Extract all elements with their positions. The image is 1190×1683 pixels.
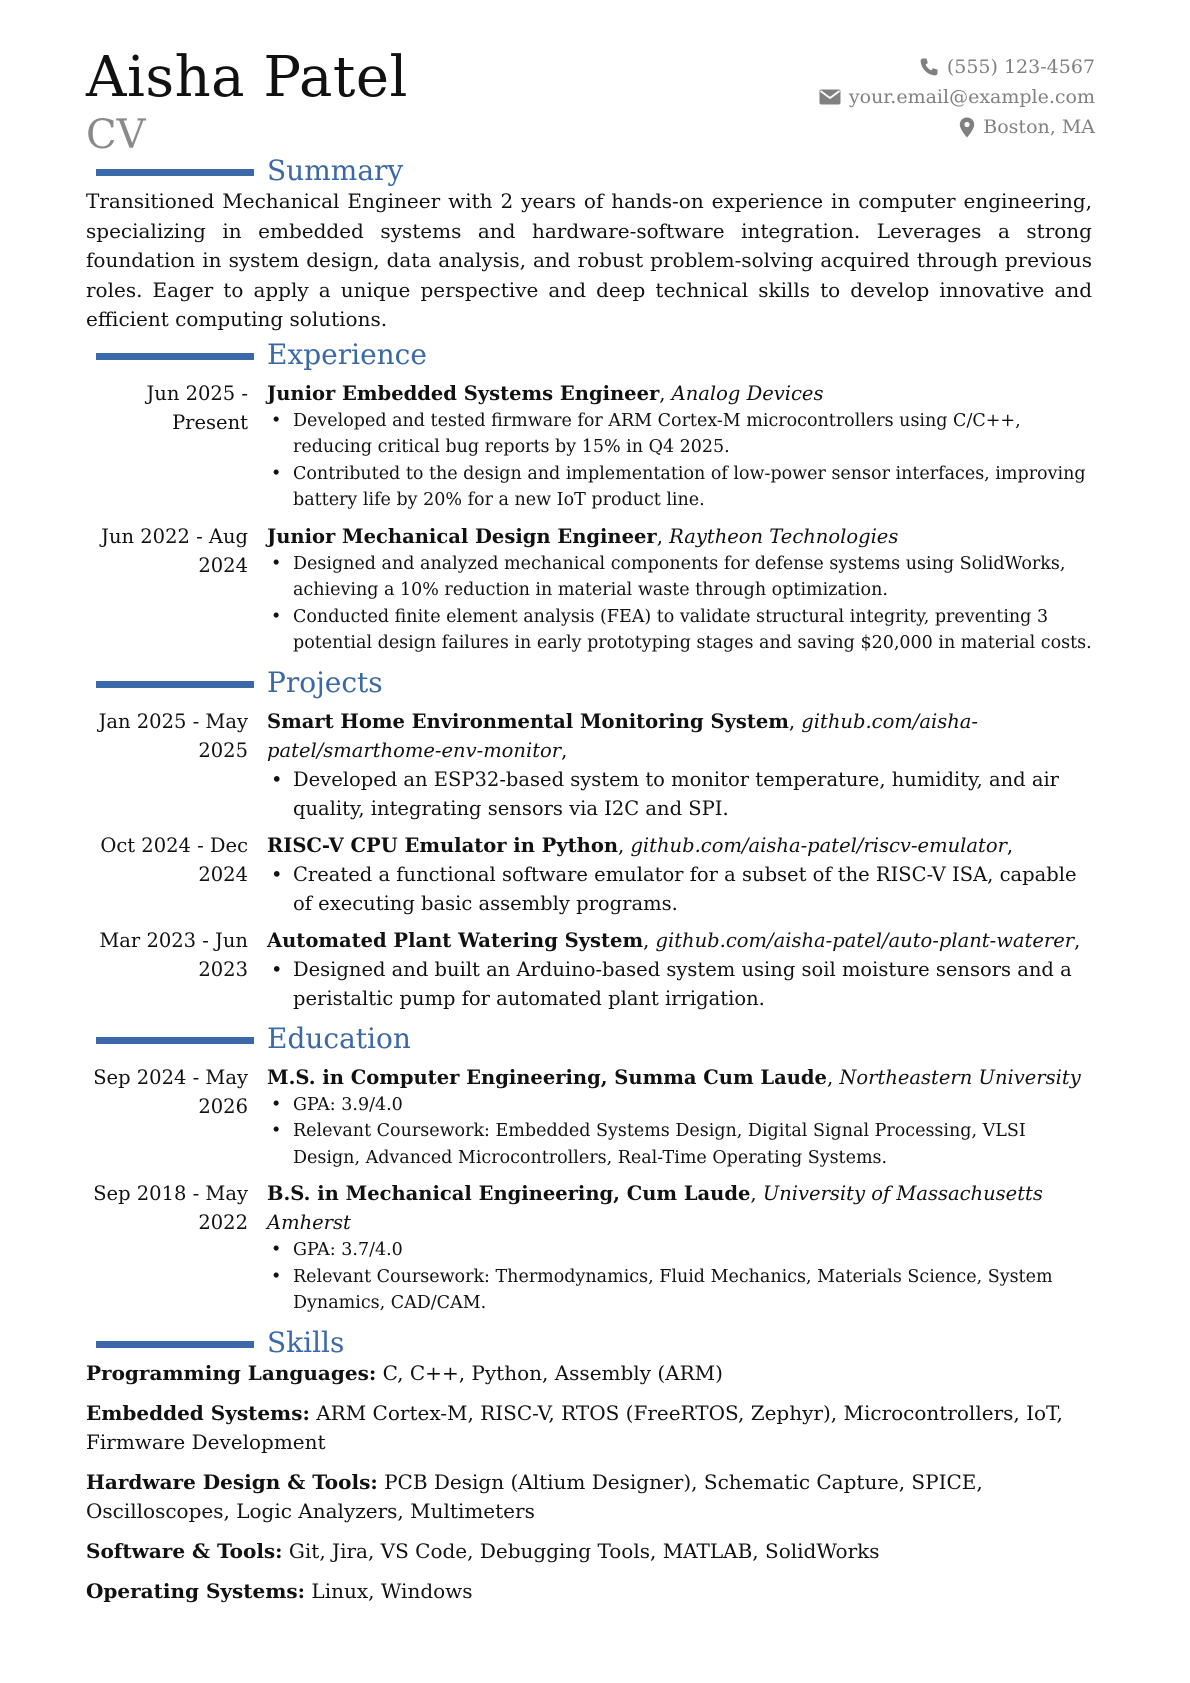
project-link[interactable]: github.com/aisha-patel/riscv-emulator <box>630 833 1007 857</box>
list-item: • Designed and built an Arduino-based system using soil moisture sensors and a peristaltic pump for automated plant irrigation. <box>293 955 1092 1013</box>
summary-text: Transitioned Mechanical Engineer with 2 years of hands-on experience in computer engineering, specializing in embedded systems and hardware-software integration. Leverages a strong foundation in system design, data analysis, and robust problem-solving acquired through previous roles. Eager to apply a unique perspective and deep technical skills to develop innovative and efficient computing solutions. <box>86 189 1092 331</box>
skill-row <box>86 1577 1092 1606</box>
candidate-name: Aisha Patel <box>86 45 408 110</box>
project-title: RISC-V CPU Emulator in Python <box>267 833 619 857</box>
list-item: • Designed and analyzed mechanical components for defense systems using SolidWorks, achieving a 10% reduction in material waste through optimization. <box>293 551 1092 604</box>
skill-value: Linux, Windows <box>311 1578 473 1603</box>
entry-heading: M.S. in Computer Engineering, Summa Cum Laude, Northeastern University <box>267 1065 1081 1089</box>
list-item: • Relevant Coursework: Embedded Systems Design, Digital Signal Processing, VLSI Design, Advanced Microcontrollers, Real-Time Operating Systems. <box>293 1118 1092 1171</box>
section-accent-bar <box>96 1037 254 1044</box>
skill-row <box>86 1399 1092 1457</box>
list-item: • Relevant Coursework: Thermodynamics, Fluid Mechanics, Materials Science, System Dynamics, CAD/CAM. <box>293 1264 1092 1317</box>
project-title: Smart Home Environmental Monitoring System <box>267 709 789 733</box>
skill-label: Hardware Design & Tools: <box>86 1469 378 1494</box>
job-title: Junior Embedded Systems Engineer <box>267 381 660 405</box>
section-title: Projects <box>267 665 383 699</box>
envelope-icon <box>819 89 841 105</box>
contact-location <box>819 112 1095 142</box>
entry-date: Sep 2018 - May 2022 <box>93 1182 248 1234</box>
entry-heading: B.S. in Mechanical Engineering, Cum Laude, University of Massachusetts Amherst <box>267 1182 1043 1234</box>
experience-entry <box>86 379 1092 514</box>
project-title: Automated Plant Watering System <box>267 928 644 952</box>
skill-row <box>86 1359 1092 1388</box>
project-entry <box>86 707 1092 823</box>
project-entry <box>86 831 1092 918</box>
entry-heading: Automated Plant Watering System, github.com/aisha-patel/auto-plant-waterer, <box>267 928 1081 952</box>
list-item: • Developed and tested firmware for ARM Cortex-M microcontrollers using C/C++, reducing critical bug reports by 15% in Q4 2025. <box>293 408 1092 461</box>
project-link[interactable]: github.com/aisha-patel/smarthome-env-monitor <box>267 709 979 762</box>
skill-row <box>86 1537 1092 1566</box>
section-accent-bar <box>96 1341 254 1348</box>
entry-heading: RISC-V CPU Emulator in Python, github.com/aisha-patel/riscv-emulator, <box>267 833 1014 857</box>
cv-content <box>86 154 1092 1617</box>
map-marker-icon <box>959 117 975 138</box>
list-item: • Developed an ESP32-based system to monitor temperature, humidity, and air quality, integrating sensors via I2C and SPI. <box>293 765 1092 823</box>
document-subtitle: CV <box>86 112 146 158</box>
education-entry <box>86 1179 1092 1317</box>
section-title: Summary <box>267 154 404 187</box>
job-title: Junior Mechanical Design Engineer <box>267 524 657 548</box>
skill-label: Software & Tools: <box>86 1538 283 1563</box>
school: Northeastern University <box>839 1065 1081 1089</box>
contact-email[interactable] <box>819 82 1095 112</box>
entry-date: Jun 2025 - Present <box>146 381 248 434</box>
phone-icon <box>919 57 939 77</box>
section-experience-heading <box>86 337 1092 371</box>
location-text: Boston, MA <box>983 116 1095 138</box>
section-title: Education <box>267 1021 411 1055</box>
entry-date: Oct 2024 - Dec 2024 <box>100 833 248 886</box>
entry-heading: Smart Home Environmental Monitoring System, github.com/aisha-patel/smarthome-env-monitor, <box>267 709 979 762</box>
phone-number: (555) 123-4567 <box>946 56 1095 78</box>
skill-label: Operating Systems: <box>86 1578 306 1603</box>
section-accent-bar <box>96 353 254 360</box>
degree: B.S. in Mechanical Engineering, Cum Laude <box>267 1182 751 1205</box>
section-projects-heading <box>86 665 1092 699</box>
list-item: • Contributed to the design and implementation of low-power sensor interfaces, improving battery life by 20% for a new IoT product line. <box>293 461 1092 514</box>
entry-date: Jan 2025 - May 2025 <box>98 709 248 762</box>
section-summary-heading <box>86 154 1092 187</box>
project-link[interactable]: github.com/aisha-patel/auto-plant-waterer <box>655 928 1075 952</box>
contact-phone[interactable] <box>819 52 1095 82</box>
employer: Raytheon Technologies <box>669 524 899 548</box>
skills-list <box>86 1359 1092 1606</box>
experience-entry <box>86 522 1092 657</box>
skill-value: C, C++, Python, Assembly (ARM) <box>382 1360 723 1385</box>
school: University of Massachusetts Amherst <box>267 1182 1043 1234</box>
skill-value: Git, Jira, VS Code, Debugging Tools, MATLAB, SolidWorks <box>288 1538 880 1563</box>
employer: Analog Devices <box>671 381 824 405</box>
section-title: Experience <box>267 337 427 371</box>
section-accent-bar <box>96 681 254 688</box>
section-education-heading <box>86 1021 1092 1055</box>
list-item: • GPA: 3.9/4.0 <box>293 1092 1092 1119</box>
entry-date: Jun 2022 - Aug 2024 <box>101 524 248 577</box>
project-entry <box>86 926 1092 1013</box>
entry-heading: Junior Embedded Systems Engineer, Analog Devices <box>267 381 824 405</box>
skill-label: Embedded Systems: <box>86 1400 310 1425</box>
entry-date: Mar 2023 - Jun 2023 <box>99 928 248 981</box>
section-accent-bar <box>96 169 254 176</box>
skill-label: Programming Languages: <box>86 1360 377 1385</box>
section-title: Skills <box>267 1325 345 1359</box>
skill-row <box>86 1468 1092 1526</box>
skill-value: ARM Cortex-M, RISC-V, RTOS (FreeRTOS, Zephyr), Microcontrollers, IoT, Firmware Development <box>86 1400 1063 1454</box>
skill-value: PCB Design (Altium Designer), Schematic Capture, SPICE, Oscilloscopes, Logic Analyzers, Multimeters <box>86 1469 983 1523</box>
degree: M.S. in Computer Engineering, Summa Cum Laude <box>267 1065 827 1089</box>
email-address: your.email@example.com <box>848 86 1095 108</box>
list-item: • Created a functional software emulator for a subset of the RISC-V ISA, capable of executing basic assembly programs. <box>293 860 1092 918</box>
entry-date: Sep 2024 - May 2026 <box>93 1065 248 1118</box>
contact-block <box>819 52 1095 142</box>
section-skills-heading <box>86 1325 1092 1359</box>
list-item: • Conducted finite element analysis (FEA) to validate structural integrity, preventing 3 potential design failures in early prototyping stages and saving $20,000 in material costs. <box>293 604 1092 657</box>
list-item: • GPA: 3.7/4.0 <box>293 1237 1092 1264</box>
education-entry <box>86 1063 1092 1172</box>
entry-heading: Junior Mechanical Design Engineer, Raytheon Technologies <box>267 524 899 548</box>
